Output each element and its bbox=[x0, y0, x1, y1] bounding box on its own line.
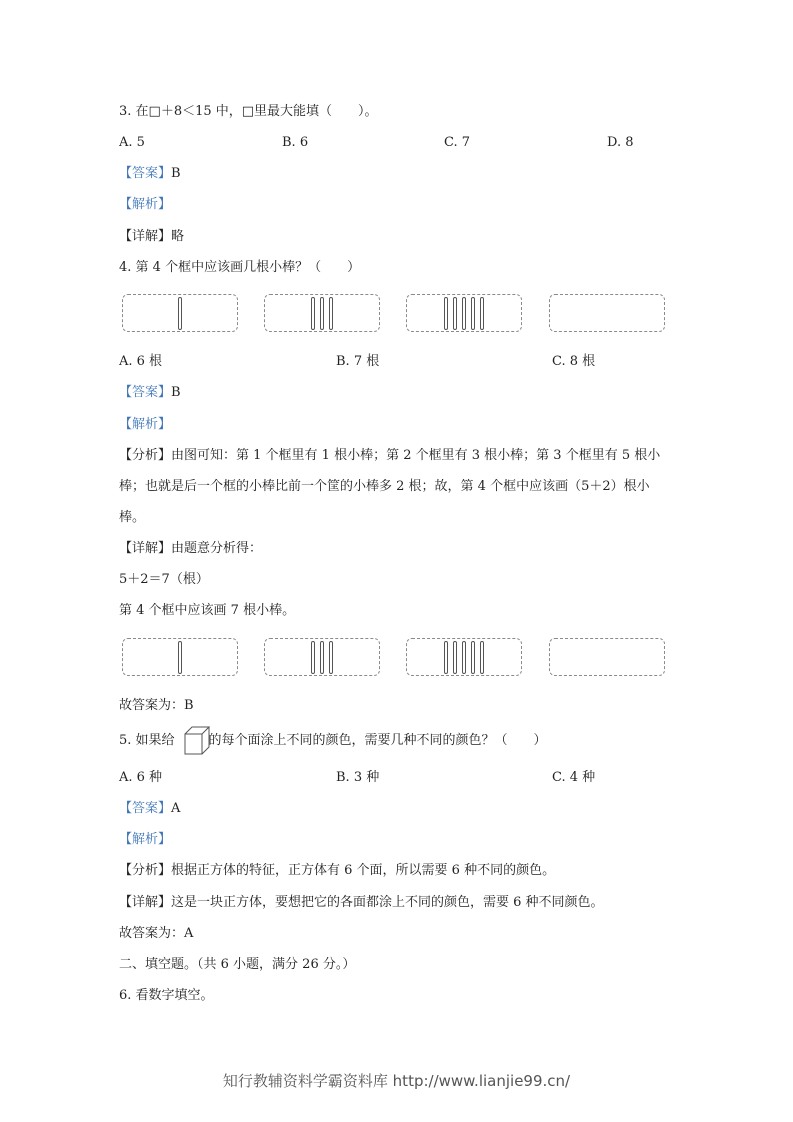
q3-option-c: C. 7 bbox=[444, 135, 471, 150]
q4-final: 故答案为：B bbox=[119, 698, 194, 713]
stick bbox=[462, 641, 466, 674]
stick-figure-2 bbox=[119, 638, 679, 682]
detail-tag: 【详解】 bbox=[119, 229, 172, 244]
stick-box bbox=[264, 638, 380, 676]
cube-icon bbox=[184, 726, 210, 756]
stick bbox=[480, 297, 484, 330]
fenxi-tag: 【分析】 bbox=[119, 863, 172, 878]
stick bbox=[329, 641, 333, 674]
stick-figure-1 bbox=[119, 294, 679, 338]
q4-option-a: A. 6 根 bbox=[119, 354, 163, 369]
q3-option-d: D. 8 bbox=[607, 135, 634, 150]
stick bbox=[471, 641, 475, 674]
q5-final: 故答案为：A bbox=[119, 926, 194, 941]
q3-option-b: B. 6 bbox=[282, 135, 309, 150]
section-heading: 二、填空题。（共 6 小题，满分 26 分。） bbox=[119, 957, 356, 972]
stick bbox=[311, 641, 315, 674]
q5-option-c: C. 4 种 bbox=[552, 770, 596, 785]
stick-box bbox=[406, 294, 522, 332]
q5-detail-line bbox=[119, 894, 604, 912]
footer-watermark: 知行教辅资料学霸资料库 http://www.lianjie99.cn/ bbox=[222, 1072, 571, 1090]
q3-analysis-tag: 【解析】 bbox=[119, 197, 172, 212]
answer-tag: 【答案】 bbox=[119, 801, 172, 816]
q4-conclusion: 第 4 个框中应该画 7 根小棒。 bbox=[119, 603, 296, 618]
q5-fenxi-line bbox=[119, 862, 555, 880]
q4-option-c: C. 8 根 bbox=[552, 354, 596, 369]
stick bbox=[480, 641, 484, 674]
q3-stem: 3. 在□＋8＜15 中，□里最大能填（ ）。 bbox=[119, 104, 378, 119]
fenxi-text: 根据正方体的特征，正方体有 6 个面，所以需要 6 种不同的颜色。 bbox=[171, 863, 556, 878]
stick bbox=[311, 297, 315, 330]
answer-tag: 【答案】 bbox=[119, 166, 172, 181]
stick-box-empty bbox=[549, 294, 665, 332]
q5-option-b: B. 3 种 bbox=[336, 770, 380, 785]
q5-option-a: A. 6 种 bbox=[119, 770, 163, 785]
q4-answer-line bbox=[119, 384, 181, 402]
stick bbox=[444, 297, 448, 330]
stick bbox=[320, 641, 324, 674]
stick bbox=[471, 297, 475, 330]
stick bbox=[178, 641, 182, 674]
detail-text: 由题意分析得： bbox=[171, 541, 263, 556]
q5-stem-post: 的每个面涂上不同的颜色，需要几种不同的颜色？（ ） bbox=[208, 733, 547, 748]
q4-fenxi-line1 bbox=[119, 447, 660, 465]
q4-calc: 5＋2＝7（根） bbox=[119, 572, 209, 587]
q3-answer-line bbox=[119, 165, 181, 183]
stick bbox=[462, 297, 466, 330]
stick bbox=[444, 641, 448, 674]
answer-value: B bbox=[171, 166, 181, 181]
detail-text: 这是一块正方体，要想把它的各面都涂上不同的颜色，需要 6 种不同颜色。 bbox=[171, 895, 604, 910]
answer-value: A bbox=[171, 801, 181, 816]
q3-option-a: A. 5 bbox=[119, 135, 145, 150]
q4-fenxi-line3: 棒。 bbox=[119, 510, 146, 525]
q4-detail-line bbox=[119, 540, 262, 558]
q4-analysis-tag: 【解析】 bbox=[119, 417, 172, 432]
stick bbox=[453, 641, 457, 674]
q4-option-b: B. 7 根 bbox=[336, 354, 380, 369]
detail-tag: 【详解】 bbox=[119, 541, 172, 556]
answer-value: B bbox=[171, 385, 181, 400]
fenxi-text: 由图可知：第 1 个框里有 1 根小棒；第 2 个框里有 3 根小棒；第 3 个框里有 5 根小 bbox=[171, 448, 661, 463]
stick-box bbox=[122, 638, 238, 676]
stick bbox=[453, 297, 457, 330]
stick-box-empty bbox=[549, 638, 665, 676]
answer-tag: 【答案】 bbox=[119, 385, 172, 400]
fenxi-tag: 【分析】 bbox=[119, 448, 172, 463]
q5-answer-line bbox=[119, 800, 180, 818]
q4-stem: 4. 第 4 个框中应该画几根小棒？（ ） bbox=[119, 260, 361, 275]
stick bbox=[178, 297, 182, 330]
detail-tag: 【详解】 bbox=[119, 895, 172, 910]
q3-detail-line bbox=[119, 228, 184, 246]
stick-box bbox=[264, 294, 380, 332]
stick bbox=[320, 297, 324, 330]
stick-box bbox=[122, 294, 238, 332]
q5-stem-pre: 5. 如果给 bbox=[119, 733, 175, 748]
q4-fenxi-line2: 棒；也就是后一个框的小棒比前一个筐的小棒多 2 根；故，第 4 个框中应该画（5＋2）根小 bbox=[119, 479, 650, 494]
q6-stem: 6. 看数字填空。 bbox=[119, 988, 214, 1003]
stick-box bbox=[406, 638, 522, 676]
stick bbox=[329, 297, 333, 330]
q5-analysis-tag: 【解析】 bbox=[119, 832, 172, 847]
detail-text: 略 bbox=[171, 229, 185, 244]
